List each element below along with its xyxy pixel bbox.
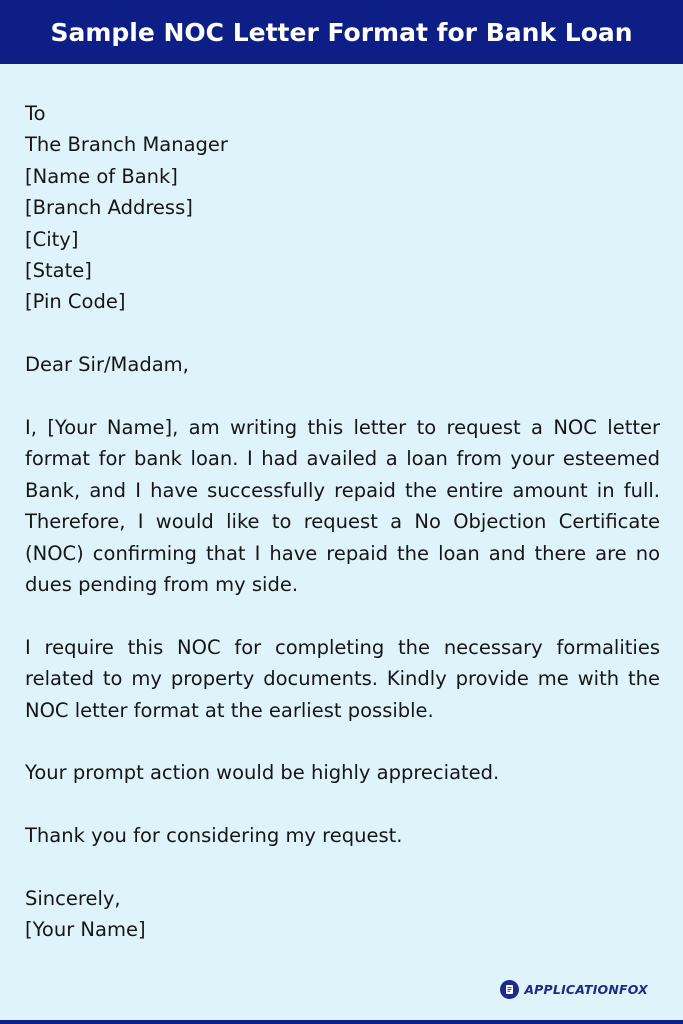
address-line: [City]: [25, 227, 79, 251]
signature-name: [Your Name]: [25, 918, 146, 942]
body-paragraph: Thank you for considering my request.: [25, 824, 403, 848]
brand-logo: [500, 980, 648, 999]
letter-body: [25, 98, 660, 946]
page-title: Sample NOC Letter Format for Bank Loan: [0, 0, 683, 64]
body-paragraph: Your prompt action would be highly appreciated.: [25, 761, 500, 785]
address-line: To: [25, 102, 46, 125]
body-paragraph: I, [Your Name], am writing this letter to request a NOC letter format for bank loan. I had availed a loan from your esteemed Bank, and I have successfully repaid the entire amount in full. Therefore, I would like to request a No Objection Certificate (NOC) confirming that I have repaid the loan and there are no dues pending from my side.: [25, 416, 660, 597]
closing: Sincerely,: [25, 887, 121, 911]
address-block: [25, 98, 660, 318]
address-line: The Branch Manager: [25, 133, 228, 157]
address-line: [Name of Bank]: [25, 164, 178, 188]
bottom-border: [0, 1020, 683, 1024]
address-line: [Pin Code]: [25, 290, 126, 314]
salutation: Dear Sir/Madam,: [25, 353, 189, 377]
brand-name: APPLICATIONFOX: [524, 982, 648, 997]
address-line: [State]: [25, 259, 92, 283]
document-icon: [500, 980, 519, 999]
address-line: [Branch Address]: [25, 196, 193, 220]
body-paragraph: I require this NOC for completing the necessary formalities related to my property documents. Kindly provide me with the NOC letter format at the earliest possible.: [25, 635, 660, 722]
signature-block: [25, 883, 660, 946]
